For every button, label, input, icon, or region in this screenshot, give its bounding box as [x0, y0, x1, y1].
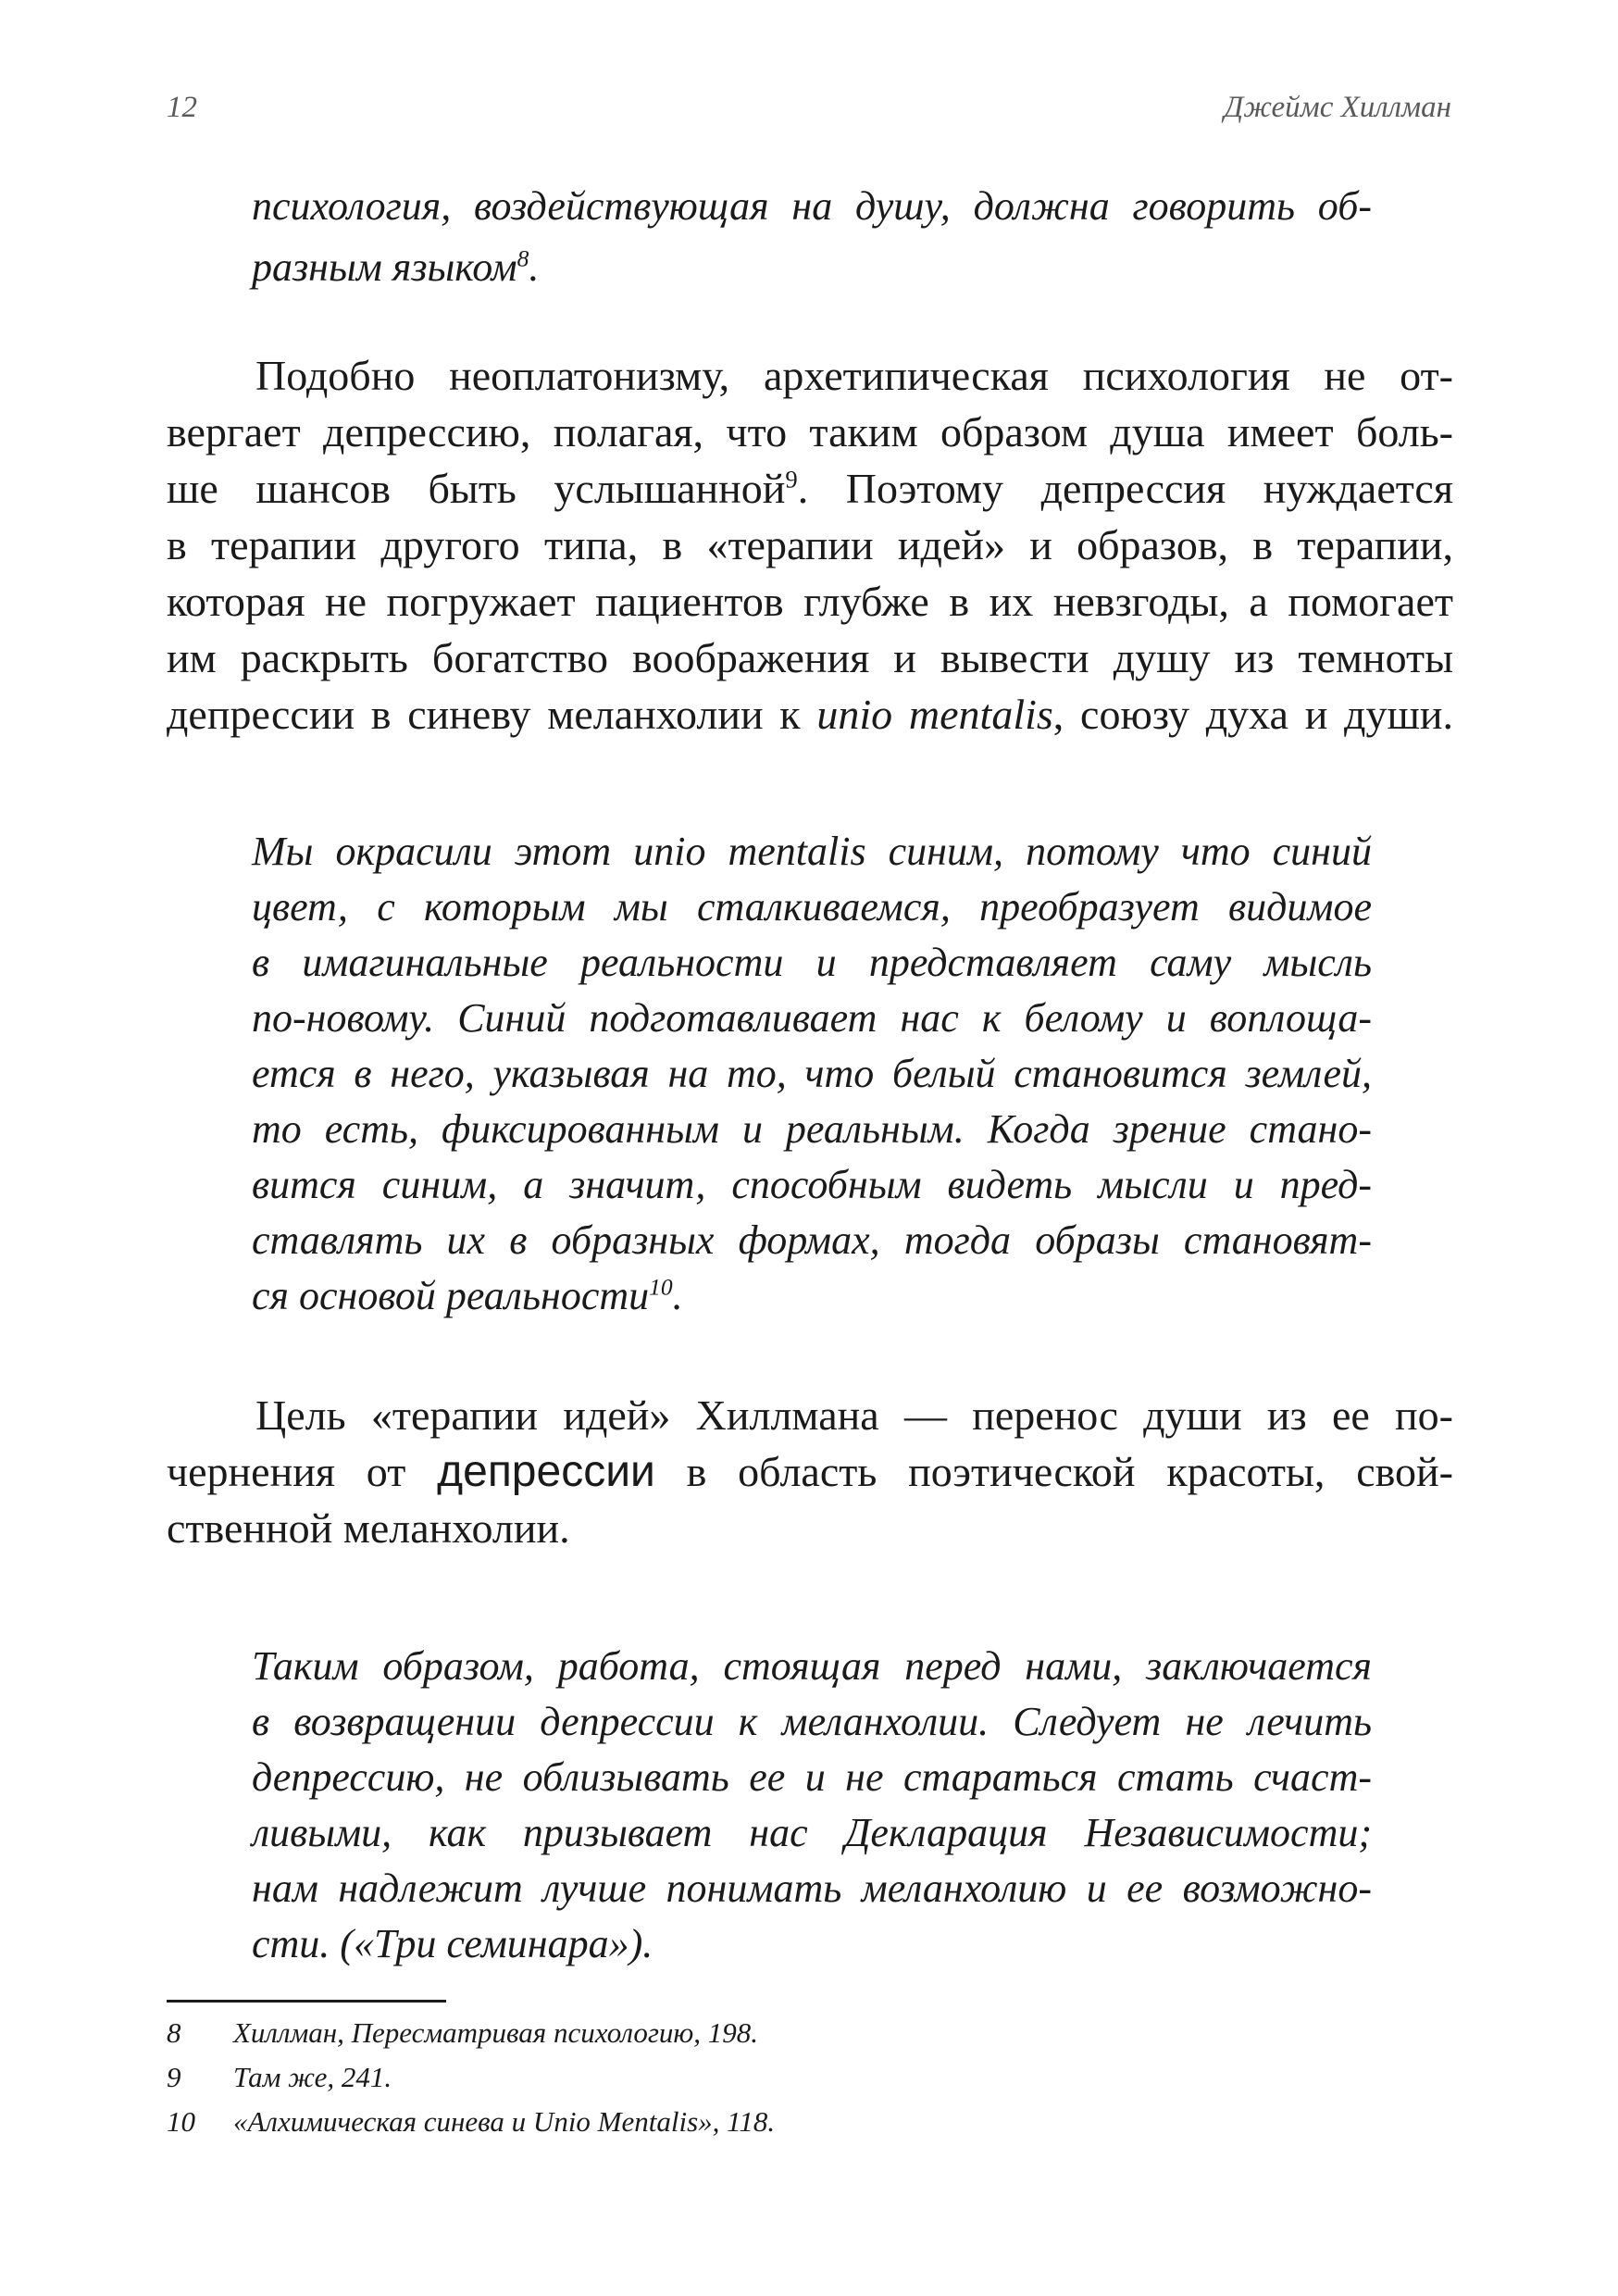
- quote-3-line: Таким образом, работа, стоящая перед нами, заключается: [252, 1643, 1372, 1689]
- footnote-10: [167, 2100, 775, 2144]
- paragraph-2: [167, 1387, 1453, 1556]
- paragraph-line: им раскрыть богатство воображения и вывести душу из темноты: [167, 634, 1453, 681]
- paragraph-line: Подобно неоплатонизму, архетипическая психология не от-: [255, 352, 1453, 399]
- paragraph-line: ше шансов быть услышанной$^9$. Поэтому депрессия нуждается: [167, 465, 1453, 512]
- footnote-9: [167, 2055, 775, 2100]
- quote-3-line: в возвращении депрессии к меланхолии. Следует не лечить: [252, 1699, 1372, 1744]
- quote-2-line: в имагинальные реальности и представляет саму мысль: [252, 940, 1372, 985]
- paragraph-line: в терапии другого типа, в «терапии идей» и образов, в терапии,: [167, 521, 1453, 568]
- footnote-text: «Алхимическая синева и Unio Mentalis», 118.: [233, 2105, 776, 2138]
- page-number: 12: [167, 91, 197, 124]
- footnote-ref-10[interactable]: 10: [649, 1273, 673, 1301]
- paragraph-line: депрессии в синеву меланхолии к unio mentalis, союзу духа и души.: [167, 691, 1454, 738]
- footnote-ref-8[interactable]: 8: [517, 244, 529, 272]
- paragraph-line: чернения от депрессии в область поэтической красоты, свой-: [167, 1447, 1453, 1496]
- footnote-text: Там же, 241.: [233, 2061, 392, 2093]
- quote-2-line: ставлять их в образных формах, тогда образы становят-: [252, 1217, 1372, 1263]
- quote-1-line: психология, воздействующая на душу, должна говорить об-: [252, 183, 1372, 229]
- footnote-number: 9: [167, 2061, 181, 2093]
- footnote-number: 8: [167, 2016, 181, 2049]
- paragraph-line: Цель «терапии идей» Хиллмана — перенос души из ее по-: [255, 1391, 1453, 1439]
- footnotes: [167, 2011, 775, 2144]
- quote-2-line: Мы окрасили этот unio mentalis синим, потому что синий: [252, 829, 1372, 874]
- quote-3-line: депрессию, не облизывать ее и не стараться стать счаст-: [252, 1754, 1372, 1800]
- footnote-number: 10: [167, 2105, 195, 2138]
- paragraph-line: которая не погружает пациентов глубже в их невзгоды, а помогает: [167, 578, 1453, 625]
- paragraph-line: вергает депрессию, полагая, что таким образом душа имеет боль-: [167, 408, 1453, 455]
- quote-2-line: ся основой реальности$^{10}$.: [252, 1273, 683, 1318]
- paragraph-1: [167, 347, 1453, 742]
- footnote-divider: [167, 2000, 446, 2003]
- quote-3: [252, 1639, 1372, 1972]
- footnote-ref-9[interactable]: 9: [785, 465, 798, 493]
- quote-2-line: ется в него, указывая на то, что белый становится землей,: [252, 1051, 1372, 1096]
- quote-1-line: разным языком$^8$.: [252, 244, 540, 290]
- footnote-8: [167, 2011, 775, 2055]
- running-head: Джеймс Хиллман: [1224, 91, 1451, 124]
- paragraph-line: ственной меланхолии.: [167, 1504, 570, 1552]
- quote-1: [252, 176, 1372, 298]
- highlighted-word: депрессии: [437, 1447, 655, 1496]
- quote-2-line: вится синим, а значит, способным видеть мысли и пред-: [252, 1162, 1372, 1207]
- quote-2-line: цвет, с которым мы сталкиваемся, преобразует видимое: [252, 884, 1372, 930]
- quote-2: [252, 824, 1372, 1324]
- quote-3-line: ливыми, как призывает нас Декларация Независимости;: [252, 1810, 1372, 1855]
- quote-2-line: то есть, фиксированным и реальным. Когда зрение стано-: [252, 1106, 1372, 1152]
- footnote-text: Хиллман, Пересматривая психологию, 198.: [233, 2016, 759, 2049]
- quote-3-line: нам надлежит лучше понимать меланхолию и ее возможно-: [252, 1866, 1372, 1911]
- quote-3-line: сти. («Три семинара»).: [252, 1921, 653, 1966]
- quote-2-line: по-новому. Синий подготавливает нас к белому и воплоща-: [252, 995, 1372, 1041]
